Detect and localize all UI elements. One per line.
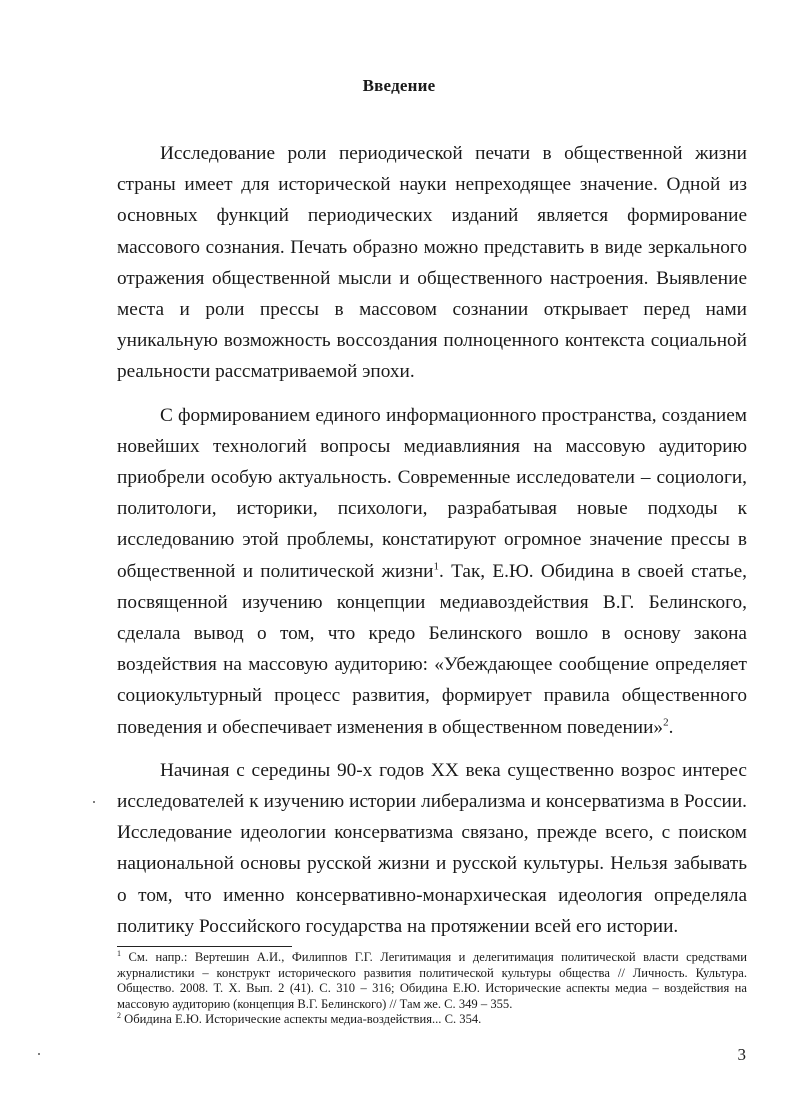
footnote-divider xyxy=(117,946,292,947)
main-text xyxy=(117,138,747,942)
paragraph-1: Исследование роли периодической печати в общественной жизни страны имеет для исторической науки непреходящее значение. Одной из основных функций периодических изданий является формирование массового сознания. Печать образно можно представить в виде зеркального отражения общественной мысли и общественного настроения. Выявление места и роли прессы в массовом сознании открывает перед нами уникальную возможность воссоздания полноценного контекста социальной реальности рассматриваемой эпохи. xyxy=(117,143,747,383)
page-title: Введение xyxy=(362,76,436,95)
footnote-2-mark: 2 xyxy=(117,1010,121,1020)
footnote-1 xyxy=(117,950,747,1012)
footnote-ref-2: 2 xyxy=(663,716,669,729)
footnote-ref-1: 1 xyxy=(433,560,439,573)
paragraph-2-part-a: С формированием единого информационного пространства, созданием новейших технологий вопросы медиавлияния на массовую аудиторию приобрели особую актуальность. Современные исследователи – социологи, политологи, историки, психологи, разрабатывая новые подходы к исследованию этой проблемы, констатируют огромное значение прессы в общественной и политической жизни xyxy=(117,404,747,582)
scan-speck xyxy=(93,801,95,803)
page-number: 3 xyxy=(737,1045,746,1064)
footnote-1-mark: 1 xyxy=(117,948,121,958)
paragraph-2 xyxy=(117,400,747,743)
footnote-2-text: Обидина Е.Ю. Исторические аспекты медиа-воздействия... С. 354. xyxy=(121,1012,482,1026)
paragraph-2-part-c: . xyxy=(668,716,674,738)
footnote-2 xyxy=(117,1012,747,1028)
footnote-1-text: См. напр.: Вертешин А.И., Филиппов Г.Г. Легитимация и делегитимация политической власти средствами журналистики – конструкт исторического развития политической культуры общества // Личность. Культура. Общество. 2008. Т. Х. Вып. 2 (41). С. 310 – 316; Обидина Е.Ю. Исторические аспекты медиа – воздействия на массовую аудиторию (концепция В.Г. Белинского) // Там же. С. 349 – 355. xyxy=(117,950,747,1011)
paragraph-3: Начиная с середины 90-х годов ХХ века существенно возрос интерес исследователей к изучению истории либерализма и консерватизма в России. Исследование идеологии консерватизма связано, прежде всего, с поиском национальной основы русской жизни и русской культуры. Нельзя забывать о том, что именно консервативно-монархическая идеология определяла политику Российского государства на протяжении всей его истории. xyxy=(117,759,747,937)
scan-speck xyxy=(38,1053,40,1055)
footnotes xyxy=(117,950,747,1028)
paragraph-2-part-b: . Так, Е.Ю. Обидина в своей статье, посвященной изучению концепции медиавоздействия В.Г. Белинского, сделала вывод о том, что кредо Белинского вошло в основу закона воздействия на массовую аудиторию: «Убеждающее сообщение определяет социокультурный процесс развития, формирует правила общественного поведения и обеспечивает изменения в общественном поведении» xyxy=(117,560,747,738)
